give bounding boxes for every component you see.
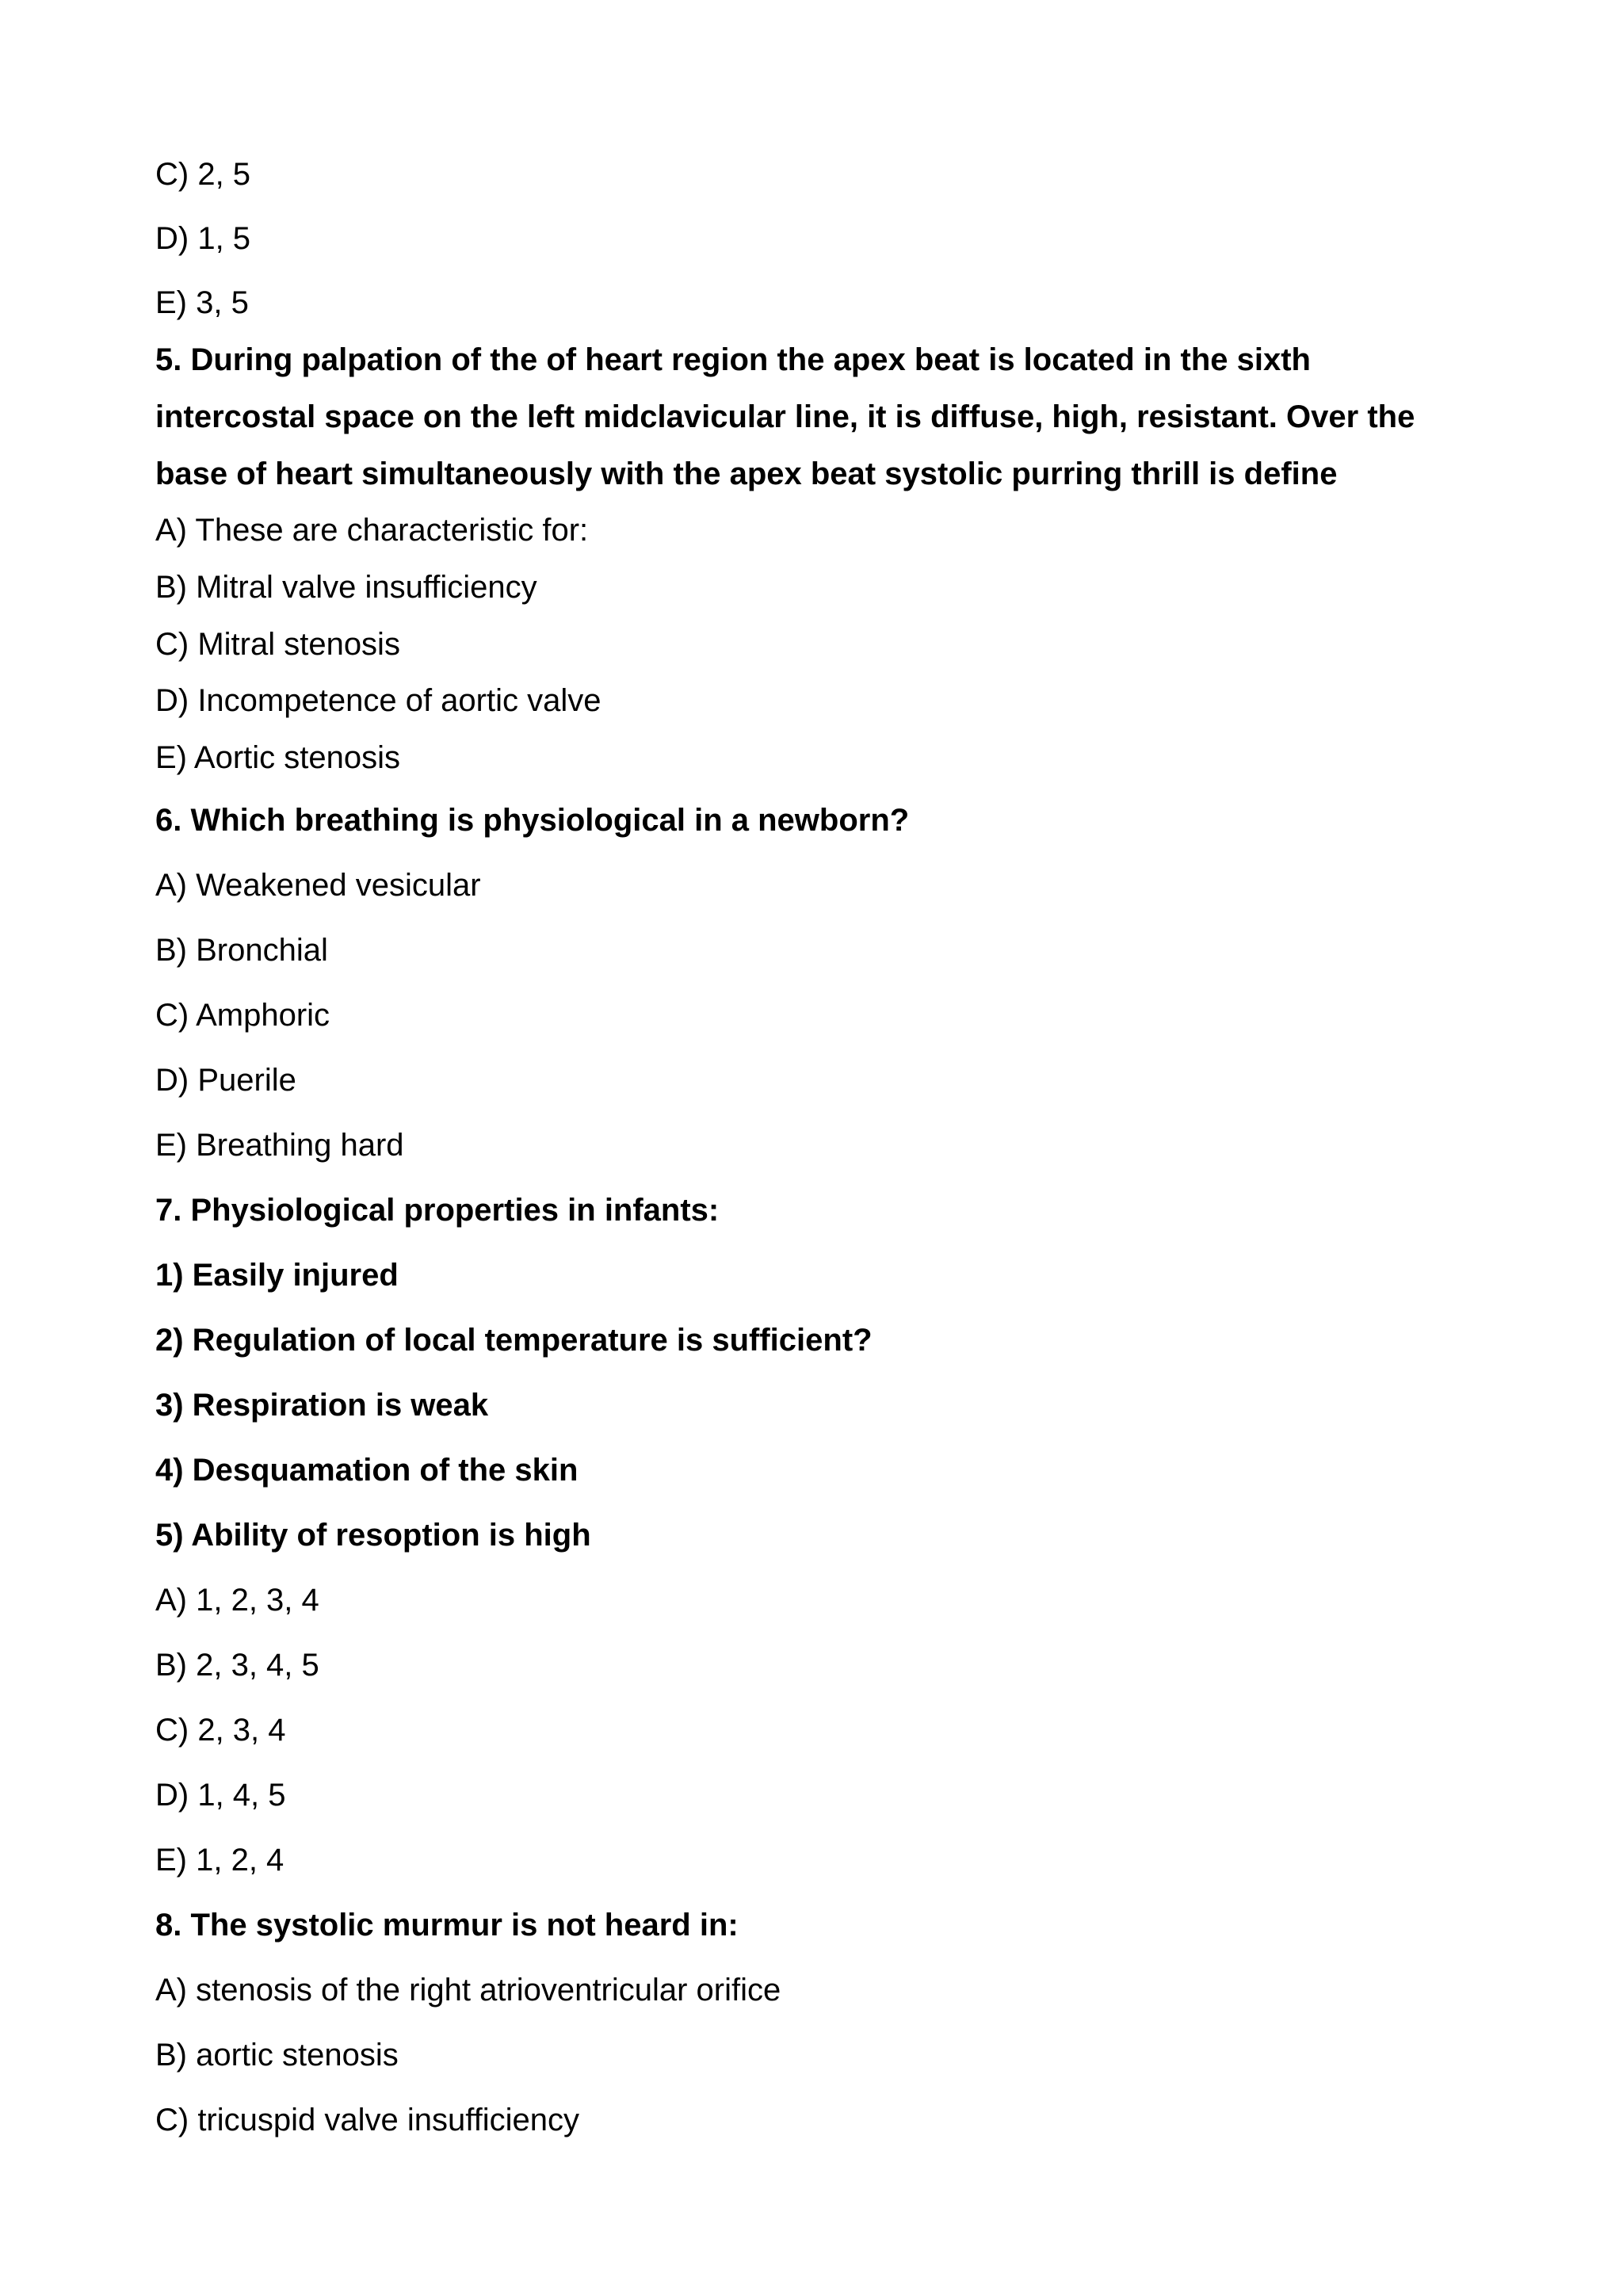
question-8-text: 8. The systolic murmur is not heard in: xyxy=(155,1908,739,1943)
question-7-statement-5: 5) Ability of resoption is high xyxy=(155,1518,591,1553)
question-7-statement-3: 3) Respiration is weak xyxy=(155,1388,489,1423)
question-5-text-line-3: base of heart simultaneously with the apex beat systolic purring thrill is define xyxy=(155,457,1338,491)
answer-option-q5-b: B) Mitral valve insufficiency xyxy=(155,570,537,605)
answer-option-q8-c: C) tricuspid valve insufficiency xyxy=(155,2103,580,2137)
answer-option-q8-b: B) aortic stenosis xyxy=(155,2038,399,2073)
answer-option-q8-a: A) stenosis of the right atrioventricular orifice xyxy=(155,1973,781,2008)
answer-option-q7-c: C) 2, 3, 4 xyxy=(155,1713,286,1748)
question-7-statement-1: 1) Easily injured xyxy=(155,1258,399,1293)
question-5-text-line-1: 5. During palpation of the of heart region the apex beat is located in the sixth xyxy=(155,342,1311,377)
answer-option-q4-d: D) 1, 5 xyxy=(155,221,251,256)
answer-option-q6-d: D) Puerile xyxy=(155,1063,296,1098)
question-7-statement-4: 4) Desquamation of the skin xyxy=(155,1453,579,1488)
answer-option-q7-b: B) 2, 3, 4, 5 xyxy=(155,1648,319,1683)
answer-option-q6-c: C) Amphoric xyxy=(155,998,330,1033)
answer-option-q7-e: E) 1, 2, 4 xyxy=(155,1843,285,1878)
question-6-text: 6. Which breathing is physiological in a newborn? xyxy=(155,803,910,838)
question-5-text-line-2: intercostal space on the left midclavicular line, it is diffuse, high, resistant. Over the xyxy=(155,399,1415,434)
answer-option-q6-e: E) Breathing hard xyxy=(155,1128,404,1163)
answer-option-q7-a: A) 1, 2, 3, 4 xyxy=(155,1583,319,1618)
answer-option-q4-e: E) 3, 5 xyxy=(155,285,249,320)
answer-option-q7-d: D) 1, 4, 5 xyxy=(155,1778,286,1813)
question-7-text: 7. Physiological properties in infants: xyxy=(155,1193,720,1228)
answer-option-q5-d: D) Incompetence of aortic valve xyxy=(155,683,601,718)
answer-option-q6-b: B) Bronchial xyxy=(155,933,328,968)
answer-option-q4-c: C) 2, 5 xyxy=(155,157,251,192)
answer-option-q6-a: A) Weakened vesicular xyxy=(155,868,481,903)
answer-option-q5-c: C) Mitral stenosis xyxy=(155,627,400,662)
answer-option-q5-a: A) These are characteristic for: xyxy=(155,513,589,548)
question-7-statement-2: 2) Regulation of local temperature is sufficient? xyxy=(155,1323,873,1358)
answer-option-q5-e: E) Aortic stenosis xyxy=(155,740,401,775)
